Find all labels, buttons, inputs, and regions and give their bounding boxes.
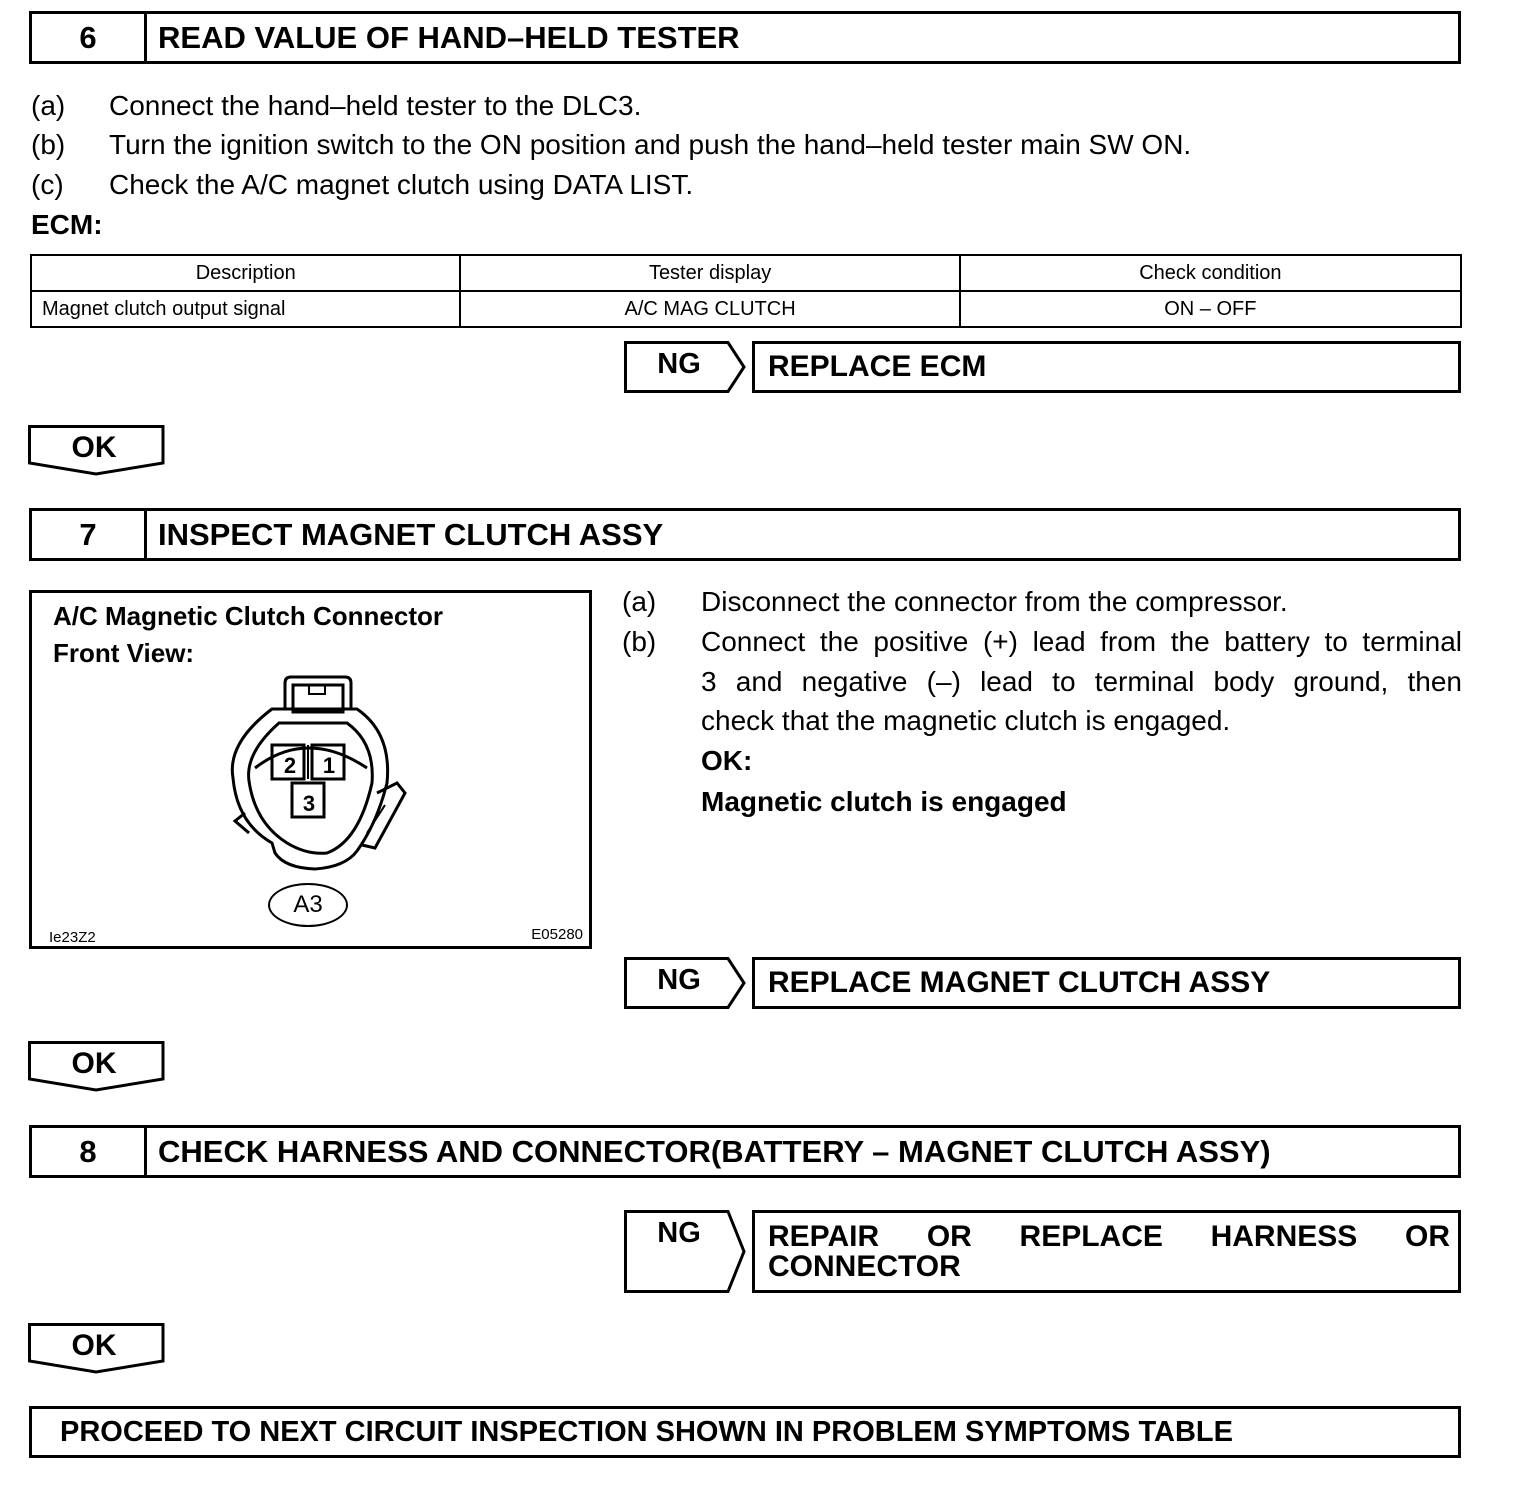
table-header-row xyxy=(31,255,1461,291)
item-label: (a) xyxy=(31,90,66,121)
table-cell: ON – OFF xyxy=(960,291,1461,327)
ng-label: NG xyxy=(657,964,701,996)
ng-result-box xyxy=(752,341,1461,393)
item-text-line: 3 and negative (–) lead to terminal body ground, then xyxy=(701,666,1462,697)
step-title: INSPECT MAGNET CLUTCH ASSY xyxy=(158,516,664,552)
column-header: Tester display xyxy=(460,255,959,291)
item-text: Disconnect the connector from the compressor. xyxy=(701,586,1288,617)
column-header: Check condition xyxy=(960,255,1461,291)
item-label: (a) xyxy=(622,586,657,617)
data-list-table xyxy=(30,254,1462,328)
ng-branch-arrow xyxy=(624,341,746,393)
table-row xyxy=(31,291,1461,327)
step-6-header xyxy=(29,11,1461,64)
ng-result-line: CONNECTOR xyxy=(768,1250,961,1283)
terminal-2-label: 2 xyxy=(283,753,297,778)
step-title: READ VALUE OF HAND–HELD TESTER xyxy=(158,19,740,55)
ng-result-box xyxy=(752,957,1461,1009)
figure-title: A/C Magnetic Clutch Connector xyxy=(53,601,444,631)
instruction-line xyxy=(31,129,1431,165)
table-cell: A/C MAG CLUTCH xyxy=(460,291,959,327)
step-number: 8 xyxy=(32,1128,147,1175)
ok-label: OK xyxy=(71,431,117,464)
final-instruction-box xyxy=(29,1406,1461,1458)
step-8-header xyxy=(29,1125,1461,1178)
item-label: (b) xyxy=(622,626,657,657)
item-text: Connect the hand–held tester to the DLC3. xyxy=(109,90,642,121)
ng-branch-arrow xyxy=(624,957,746,1009)
figure-code-left: Ie23Z2 xyxy=(49,929,96,946)
ng-label: NG xyxy=(657,1217,701,1249)
final-instruction-text: PROCEED TO NEXT CIRCUIT INSPECTION SHOWN IN PROBLEM SYMPTOMS TABLE xyxy=(60,1415,1233,1448)
ng-result-box xyxy=(752,1210,1461,1293)
connector-code: A3 xyxy=(293,891,323,918)
item-text-line: check that the magnetic clutch is engaged. xyxy=(701,705,1231,736)
step-7-header xyxy=(29,508,1461,561)
item-label: (c) xyxy=(31,169,64,200)
item-text: Turn the ignition switch to the ON position and push the hand–held tester main SW ON. xyxy=(109,129,1192,160)
item-text-line: Connect the positive (+) lead from the battery to terminal xyxy=(701,626,1462,657)
ok-spec: Magnetic clutch is engaged xyxy=(701,786,1067,817)
instruction-line xyxy=(31,90,1431,126)
ng-result-text: REPLACE ECM xyxy=(768,350,987,383)
table-cell: Magnet clutch output signal xyxy=(31,291,460,327)
ng-result-text: REPLACE MAGNET CLUTCH ASSY xyxy=(768,966,1271,999)
terminal-1-label: 1 xyxy=(322,753,336,778)
ng-result-line: REPAIR OR REPLACE HARNESS OR xyxy=(768,1220,1450,1253)
ecm-label: ECM: xyxy=(31,209,103,240)
item-text: Check the A/C magnet clutch using DATA LIST. xyxy=(109,169,694,200)
connector-figure xyxy=(29,590,592,949)
ok-label: OK xyxy=(71,1329,117,1362)
ok-heading: OK: xyxy=(701,745,753,776)
step-title: CHECK HARNESS AND CONNECTOR(BATTERY – MAGNET CLUTCH ASSY) xyxy=(158,1133,1271,1169)
ok-label: OK xyxy=(71,1047,117,1080)
ng-branch-arrow xyxy=(624,1210,746,1293)
ng-label: NG xyxy=(657,348,701,380)
column-header: Description xyxy=(31,255,460,291)
step-number: 7 xyxy=(32,511,147,558)
figure-subtitle: Front View: xyxy=(53,638,195,668)
step-7-instructions xyxy=(622,586,1462,846)
step-number: 6 xyxy=(32,14,147,61)
figure-code-right: E05280 xyxy=(531,926,583,943)
ok-branch-arrow xyxy=(28,1323,166,1375)
instruction-line xyxy=(31,169,1431,205)
terminal-3-label: 3 xyxy=(302,791,316,816)
item-label: (b) xyxy=(31,129,66,160)
ok-branch-arrow xyxy=(28,425,166,477)
ok-branch-arrow xyxy=(28,1041,166,1093)
connector-code-badge xyxy=(268,883,348,927)
